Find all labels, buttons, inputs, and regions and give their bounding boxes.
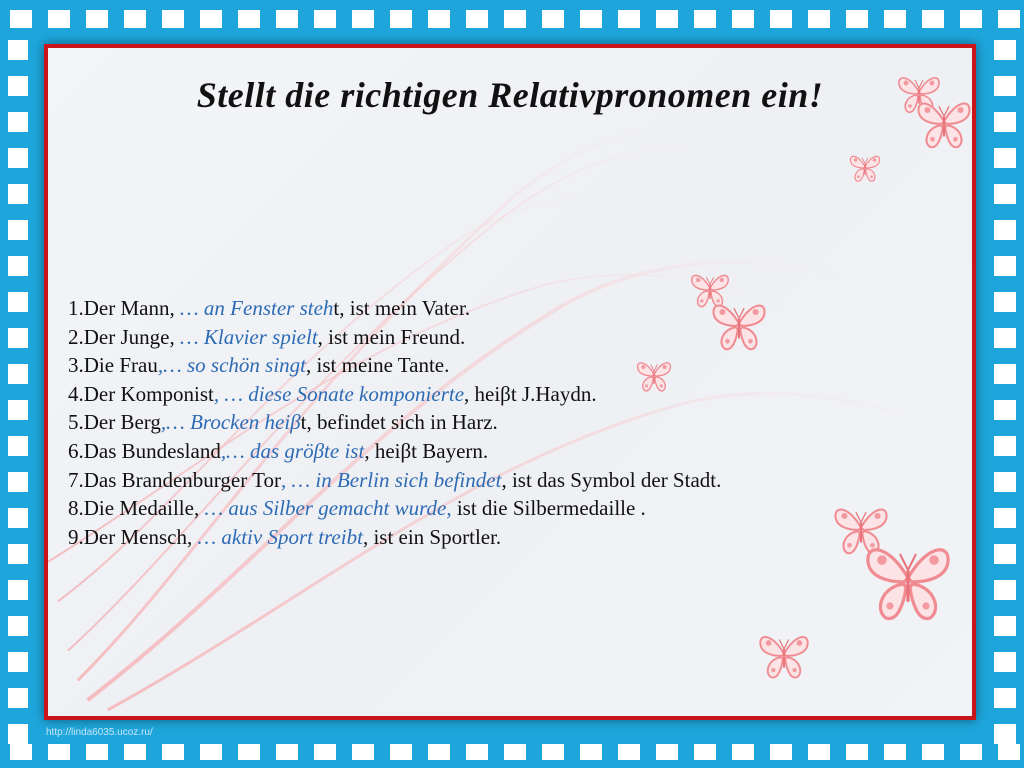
border-tile [276, 10, 298, 28]
border-tile [998, 744, 1020, 760]
slide-frame [44, 44, 976, 720]
border-tile [994, 292, 1016, 312]
border-tile [922, 744, 944, 760]
border-tile [8, 400, 28, 420]
butterfly-icon [756, 630, 812, 682]
sentence-text: 5. [68, 410, 84, 435]
border-tile [8, 256, 28, 276]
sentence-text: , ist ein Sportler. [362, 524, 502, 549]
exercise-item [68, 523, 948, 552]
border-tile [580, 10, 602, 28]
border-tile [48, 744, 70, 760]
sentence-text: , ist mein Freund. [317, 324, 466, 349]
sentence-text: 2. [68, 324, 84, 349]
border-tile [8, 292, 28, 312]
answer-hint: ,… so schön singt [157, 353, 307, 378]
border-tile [994, 328, 1016, 348]
border-tile [276, 744, 298, 760]
border-tile [994, 724, 1016, 744]
exercise-item [68, 466, 948, 495]
border-tile [8, 148, 28, 168]
sentence-text: Die Medaille, [83, 496, 205, 521]
answer-hint: , … in Berlin sich befindet [280, 467, 502, 492]
border-tile [994, 616, 1016, 636]
sentence-text: 3. [68, 353, 84, 378]
border-tile [8, 472, 28, 492]
answer-hint: an Fenster steh [203, 296, 334, 320]
border-tile [542, 10, 564, 28]
sentence-text: , heiβt J.Haydn. [464, 381, 597, 406]
border-tile [8, 544, 28, 564]
border-tile [960, 744, 982, 760]
border-tile [994, 580, 1016, 600]
butterfly-icon [848, 152, 882, 184]
sentence-text: 8. [68, 496, 84, 521]
border-tile [994, 544, 1016, 564]
border-tile [846, 744, 868, 760]
border-tile [994, 40, 1016, 60]
answer-hint: … aktiv Sport treibt [197, 524, 363, 549]
border-tile [238, 744, 260, 760]
border-tile [770, 744, 792, 760]
border-tile [390, 744, 412, 760]
border-tile [48, 10, 70, 28]
border-tile [8, 328, 28, 348]
border-tile [8, 112, 28, 132]
sentence-text: 7. [68, 467, 84, 492]
butterfly-icon [634, 358, 674, 394]
border-tile [808, 744, 830, 760]
exercise-item [68, 408, 948, 437]
border-tile [994, 184, 1016, 204]
border-tile [504, 10, 526, 28]
border-tile [200, 744, 222, 760]
border-tile [994, 364, 1016, 384]
answer-hint: … [179, 324, 204, 349]
border-tile [8, 616, 28, 636]
answer-hint: ,… das gröβte ist [220, 438, 365, 463]
sentence-text: 9. [68, 524, 84, 549]
border-tile [390, 10, 412, 28]
source-credit: http://linda6035.ucoz.ru/ [46, 727, 153, 738]
answer-hint: ,… Brocken heiβ [160, 410, 301, 435]
sentence-text: Die Frau [83, 353, 158, 378]
border-tile [922, 10, 944, 28]
sentence-text: Der Berg [83, 410, 161, 435]
border-tile [618, 10, 640, 28]
border-tile [466, 744, 488, 760]
sentence-text: t, ist mein Vater. [333, 296, 471, 320]
border-tile [846, 10, 868, 28]
sentence-text: , ist meine Tante. [306, 353, 450, 378]
exercise-item [68, 494, 948, 523]
border-tile [994, 112, 1016, 132]
exercise-list [68, 294, 948, 551]
sentence-text: 4. [68, 381, 84, 406]
sentence-text: 1. [68, 296, 84, 320]
border-tile [694, 744, 716, 760]
border-tile [162, 744, 184, 760]
border-tile [580, 744, 602, 760]
border-tile [504, 744, 526, 760]
border-tile [10, 10, 32, 28]
sentence-text: Der Mann, [83, 296, 180, 320]
border-tile [994, 148, 1016, 168]
answer-hint: Klavier spielt [203, 324, 318, 349]
border-tile [8, 220, 28, 240]
border-tile [124, 744, 146, 760]
border-tile [994, 256, 1016, 276]
border-tile [884, 744, 906, 760]
sentence-text: ist die Silbermedaille . [451, 496, 646, 521]
exercise-item [68, 437, 948, 466]
border-tile [994, 652, 1016, 672]
border-tile [352, 10, 374, 28]
exercise-item [68, 323, 948, 352]
border-tile [656, 10, 678, 28]
border-tile [8, 436, 28, 456]
border-tile [994, 472, 1016, 492]
butterfly-icon [914, 96, 974, 152]
border-tile [8, 580, 28, 600]
border-tile [8, 724, 28, 744]
border-tile [428, 744, 450, 760]
border-tile [8, 40, 28, 60]
border-tile [656, 744, 678, 760]
sentence-text: Der Komponist [83, 381, 214, 406]
border-tile [352, 744, 374, 760]
answer-hint: … aus Silber gemacht wurde, [204, 496, 452, 521]
border-tile [694, 10, 716, 28]
border-tile [808, 10, 830, 28]
border-tile [994, 436, 1016, 456]
border-tile [8, 508, 28, 528]
border-tile [8, 76, 28, 96]
border-tile [732, 10, 754, 28]
border-tile [770, 10, 792, 28]
border-tile [86, 10, 108, 28]
border-tile [960, 10, 982, 28]
butterfly-icon [708, 298, 770, 354]
border-tile [618, 744, 640, 760]
border-tile [998, 10, 1020, 28]
border-tile [86, 744, 108, 760]
border-tile [238, 10, 260, 28]
exercise-item [68, 294, 948, 323]
sentence-text: Der Mensch, [83, 524, 198, 549]
sentence-text: Das Bundesland [83, 438, 221, 463]
answer-hint: , … diese Sonate komponierte [213, 381, 465, 406]
border-tile [8, 364, 28, 384]
border-tile [428, 10, 450, 28]
border-tile [994, 688, 1016, 708]
butterfly-icon [860, 538, 956, 626]
border-tile [8, 184, 28, 204]
exercise-item [68, 380, 948, 409]
border-tile [542, 744, 564, 760]
sentence-text: , heiβt Bayern. [364, 438, 489, 463]
border-tile [162, 10, 184, 28]
sentence-text: , ist das Symbol der Stadt. [501, 467, 722, 492]
exercise-item [68, 351, 948, 380]
border-tile [200, 10, 222, 28]
border-tile [466, 10, 488, 28]
border-tile [994, 220, 1016, 240]
border-tile [884, 10, 906, 28]
border-tile [994, 508, 1016, 528]
sentence-text: t, befindet sich in Harz. [300, 410, 498, 435]
border-tile [314, 744, 336, 760]
border-tile [732, 744, 754, 760]
border-tile [314, 10, 336, 28]
page-title: Stellt die richtigen Relativpronomen ein! [196, 75, 824, 115]
border-tile [994, 400, 1016, 420]
border-tile [994, 76, 1016, 96]
sentence-text: Das Brandenburger Tor [83, 467, 281, 492]
border-tile [8, 688, 28, 708]
sentence-text: 6. [68, 438, 84, 463]
border-tile [8, 652, 28, 672]
sentence-text: Der Junge, [83, 324, 180, 349]
border-tile [124, 10, 146, 28]
border-tile [10, 744, 32, 760]
answer-hint: … [179, 296, 204, 320]
